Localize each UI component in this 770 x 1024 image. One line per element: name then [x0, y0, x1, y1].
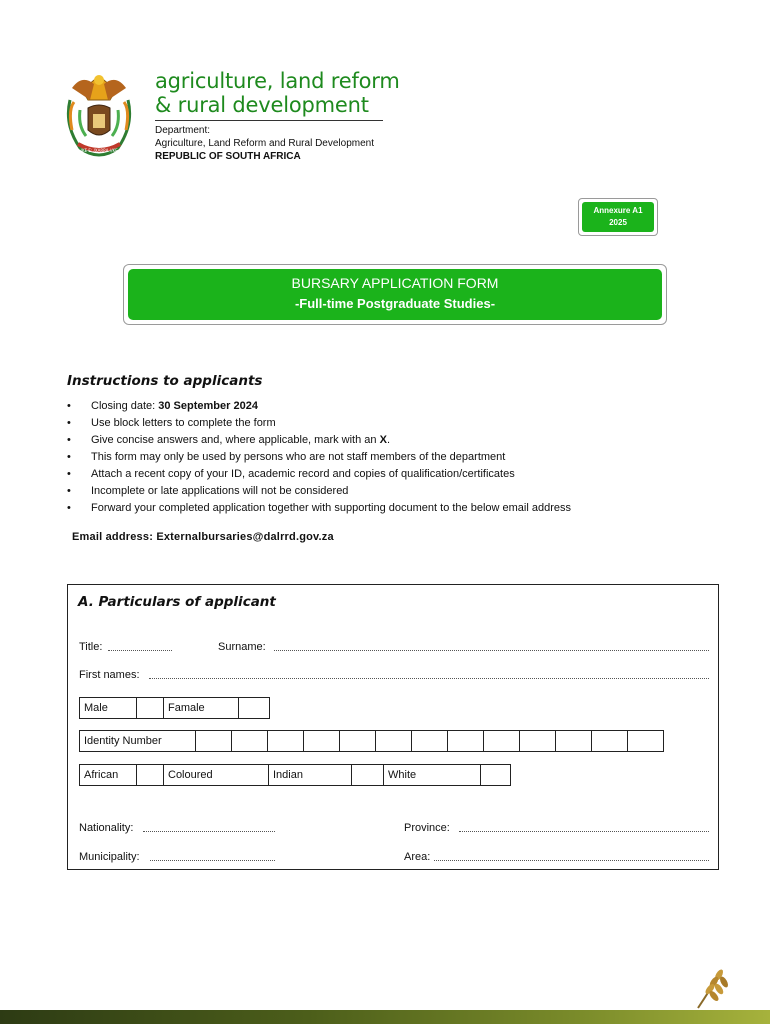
- male-label: Male: [79, 697, 137, 719]
- coat-of-arms-logo: [60, 70, 138, 160]
- area-field[interactable]: [434, 851, 709, 861]
- coloured-checkbox-indian-label: Indian: [268, 764, 352, 786]
- closing-date: 30 September 2024: [158, 400, 258, 412]
- annexure-label: Annexure A1: [593, 206, 643, 215]
- svg-text:!KE E: /XARRA //KE: !KE E: /XARRA //KE: [80, 148, 118, 153]
- id-digit-box[interactable]: [555, 730, 592, 752]
- form-title: BURSARY APPLICATION FORM: [291, 275, 499, 291]
- surname-label: Surname:: [218, 641, 266, 653]
- id-digit-box[interactable]: [411, 730, 448, 752]
- female-checkbox[interactable]: [238, 697, 270, 719]
- form-subtitle: -Full-time Postgraduate Studies-: [294, 296, 496, 311]
- nationality-label: Nationality:: [79, 822, 134, 834]
- brand-name-line2: & rural development: [155, 93, 369, 117]
- instruction-item: • Give concise answers and, where applicable, mark with an X.: [67, 434, 390, 446]
- first-names-field[interactable]: [149, 669, 709, 679]
- department-label: Department:: [155, 125, 211, 136]
- coloured-label: Coloured: [163, 764, 269, 786]
- annexure-badge: [578, 198, 658, 236]
- email-address: Email address: Externalbursaries@dalrrd.gov.za: [72, 531, 334, 543]
- instruction-item: • Attach a recent copy of your ID, academic record and copies of qualification/certificates: [67, 468, 515, 480]
- id-digit-box[interactable]: [519, 730, 556, 752]
- instruction-item: • Incomplete or late applications will not be considered: [67, 485, 349, 497]
- male-checkbox[interactable]: [136, 697, 164, 719]
- african-checkbox[interactable]: [136, 764, 164, 786]
- female-label: Famale: [163, 697, 239, 719]
- municipality-field[interactable]: [150, 851, 275, 861]
- nationality-field[interactable]: [143, 822, 275, 832]
- id-digit-box[interactable]: [231, 730, 268, 752]
- footer-bar: [0, 1010, 770, 1024]
- id-digit-box[interactable]: [591, 730, 628, 752]
- instruction-item: • This form may only be used by persons who are not staff members of the department: [67, 451, 506, 463]
- id-digit-box[interactable]: [339, 730, 376, 752]
- area-label: Area:: [404, 851, 431, 863]
- instruction-item: • Forward your completed application together with supporting document to the below email address: [67, 502, 571, 514]
- indian-checkbox[interactable]: [351, 764, 384, 786]
- identity-number-label: Identity Number: [79, 730, 196, 752]
- country-name: REPUBLIC OF SOUTH AFRICA: [155, 151, 301, 162]
- department-name: Agriculture, Land Reform and Rural Development: [155, 138, 374, 149]
- municipality-label: Municipality:: [79, 851, 140, 863]
- first-names-label: First names:: [79, 669, 140, 681]
- instructions-list: [67, 398, 571, 517]
- province-field[interactable]: [459, 822, 709, 832]
- id-digit-box[interactable]: [627, 730, 664, 752]
- header-divider: [155, 120, 383, 121]
- african-label: African: [79, 764, 137, 786]
- id-digit-box[interactable]: [447, 730, 484, 752]
- instruction-item: • Use block letters to complete the form: [67, 417, 276, 429]
- id-digit-box[interactable]: [267, 730, 304, 752]
- brand-name-line1: agriculture, land reform: [155, 69, 400, 93]
- form-title-banner: [123, 264, 667, 325]
- title-field[interactable]: [108, 641, 172, 651]
- annexure-year: 2025: [609, 218, 627, 227]
- province-label: Province:: [404, 822, 450, 834]
- wheat-icon: [692, 966, 728, 1010]
- white-label: White: [383, 764, 481, 786]
- instruction-item: • Closing date: 30 September 2024: [67, 400, 258, 412]
- id-digit-box[interactable]: [303, 730, 340, 752]
- white-checkbox[interactable]: [480, 764, 511, 786]
- title-label: Title:: [79, 641, 103, 653]
- instructions-heading: Instructions to applicants: [67, 373, 263, 389]
- surname-field[interactable]: [274, 641, 709, 651]
- section-a-heading: A. Particulars of applicant: [78, 594, 276, 610]
- id-digit-box[interactable]: [195, 730, 232, 752]
- id-digit-box[interactable]: [375, 730, 412, 752]
- id-digit-box[interactable]: [483, 730, 520, 752]
